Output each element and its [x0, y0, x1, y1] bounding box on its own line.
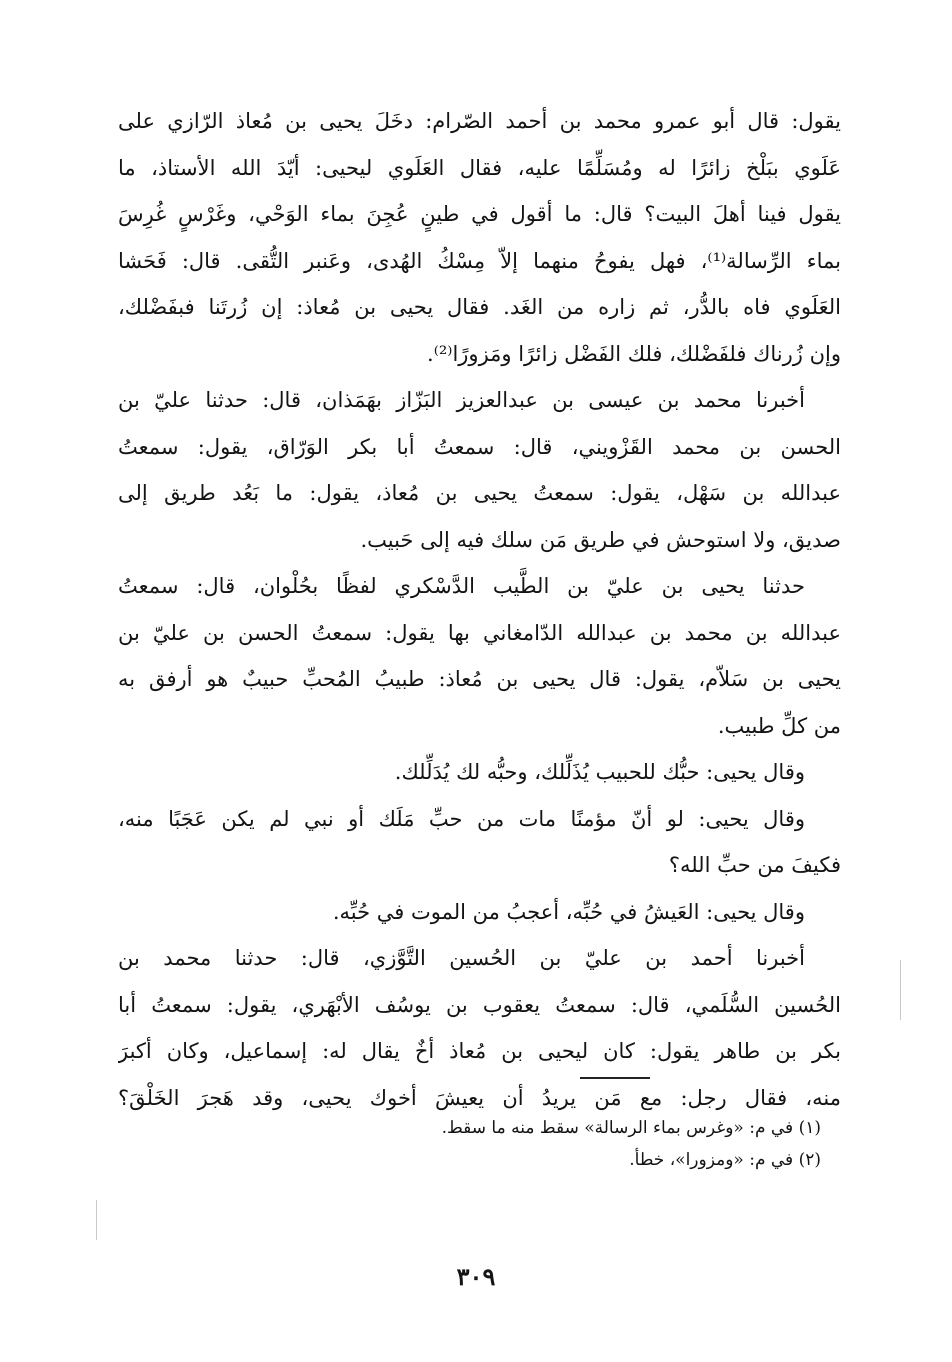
margin-mark	[96, 1200, 97, 1240]
text-line: يقول: قال أبو عمرو محمد بن أحمد الصّرام: دخَلَ يحيى بن مُعاذ الرّازي على	[118, 109, 841, 133]
text-line: صديق، ولا استوحش في طريق مَن سلك فيه إلى حَبيب.	[360, 527, 841, 552]
page-number: ٣٠٩	[456, 1262, 496, 1291]
text-line: وقال يحيى: العَيشُ في حُبِّه، أعجبُ من الموت في حُبِّه.	[332, 899, 805, 924]
footnotes	[380, 1112, 821, 1176]
text-line: وإن زُرناك فلفَضْلك، فلك الفَضْل زائرًا ومَزورًا⁽²⁾.	[427, 341, 841, 366]
text-line: بكر بن طاهر يقول: كان ليحيى بن مُعاذ أخٌ يقال له: إسماعيل، وكان أكبرَ	[118, 1039, 841, 1063]
margin-mark	[900, 960, 901, 1020]
text-line: أخبرنا محمد بن عيسى بن عبدالعزيز البَزّاز بهَمَذان، قال: حدثنا عليّ بن	[118, 388, 805, 412]
text-line: عَلَوي ببَلْخ زائرًا له ومُسَلِّمًا عليه، فقال العَلَوي ليحيى: أيّدَ الله الأستاذ، ما	[118, 155, 841, 180]
text-line: حدثنا يحيى بن عليّ بن الطَّيب الدَّسْكري لفظًا بحُلْوان، قال: سمعتُ	[118, 574, 805, 598]
text-line: العَلَوي فاه بالدُّر، ثم زاره من الغَد. فقال يحيى بن مُعاذ: إن زُرتَنا فبفَضْلك،	[118, 295, 841, 319]
text-line: الحُسين السُّلَمي، قال: سمعتُ يعقوب بن يوسُف الأبْهَري، يقول: سمعتُ أبا	[118, 992, 841, 1017]
text-line: عبدالله بن محمد بن عبدالله الدّامغاني بها يقول: سمعتُ الحسن بن عليّ بن	[118, 620, 841, 645]
text-line: عبدالله بن سَهْل، يقول: سمعتُ يحيى بن مُعاذ، يقول: ما بَعُد طريق إلى	[118, 481, 841, 505]
underline-mark	[580, 1077, 650, 1079]
text-line: فكيفَ من حبِّ الله؟	[668, 853, 841, 877]
text-line: يقول فينا أهلَ البيت؟ قال: ما أقول في طينٍ عُجِنَ بماء الوَحْي، وغَرْسٍ غُرِسَ	[118, 202, 841, 226]
text-line: منه، فقال رجل: مع مَن يريدُ أن يعيشَ أخوك يحيى، وقد هَجرَ الخَلْقَ؟	[118, 1085, 841, 1110]
text-line: وقال يحيى: حبُّك للحبيب يُذَلِّلك، وحبُّه لك يُدَلِّلك.	[394, 760, 805, 784]
text-line: الحسن بن محمد القَزْويني، قال: سمعتُ أبا بكر الوَرّاق، يقول: سمعتُ	[118, 434, 841, 459]
main-text	[118, 98, 841, 1121]
footnote: (١) في م: «وغرس بماء الرسالة» سقط منه ما سقط.	[441, 1118, 821, 1138]
footnote: (٢) في م: «ومزورا»، خطأ.	[629, 1150, 821, 1170]
text-line: من كلِّ طبيب.	[717, 713, 841, 738]
text-line: أخبرنا أحمد بن عليّ بن الحُسين التَّوَّزي، قال: حدثنا محمد بن	[118, 946, 805, 970]
text-line: بماء الرِّسالة⁽¹⁾، فهل يفوحُ منهما إلاّ مِسْكُ الهُدى، وعَنبر التُّقى. قال: فَحَشا	[118, 248, 841, 273]
text-line: يحيى بن سَلاّم، يقول: قال يحيى بن مُعاذ: طبيبُ المُحبِّ حبيبٌ هو أرفق به	[118, 667, 841, 691]
text-line: وقال يحيى: لو أنّ مؤمنًا مات من حبِّ مَلَك أو نبي لم يكن عَجَبًا منه،	[118, 806, 805, 831]
